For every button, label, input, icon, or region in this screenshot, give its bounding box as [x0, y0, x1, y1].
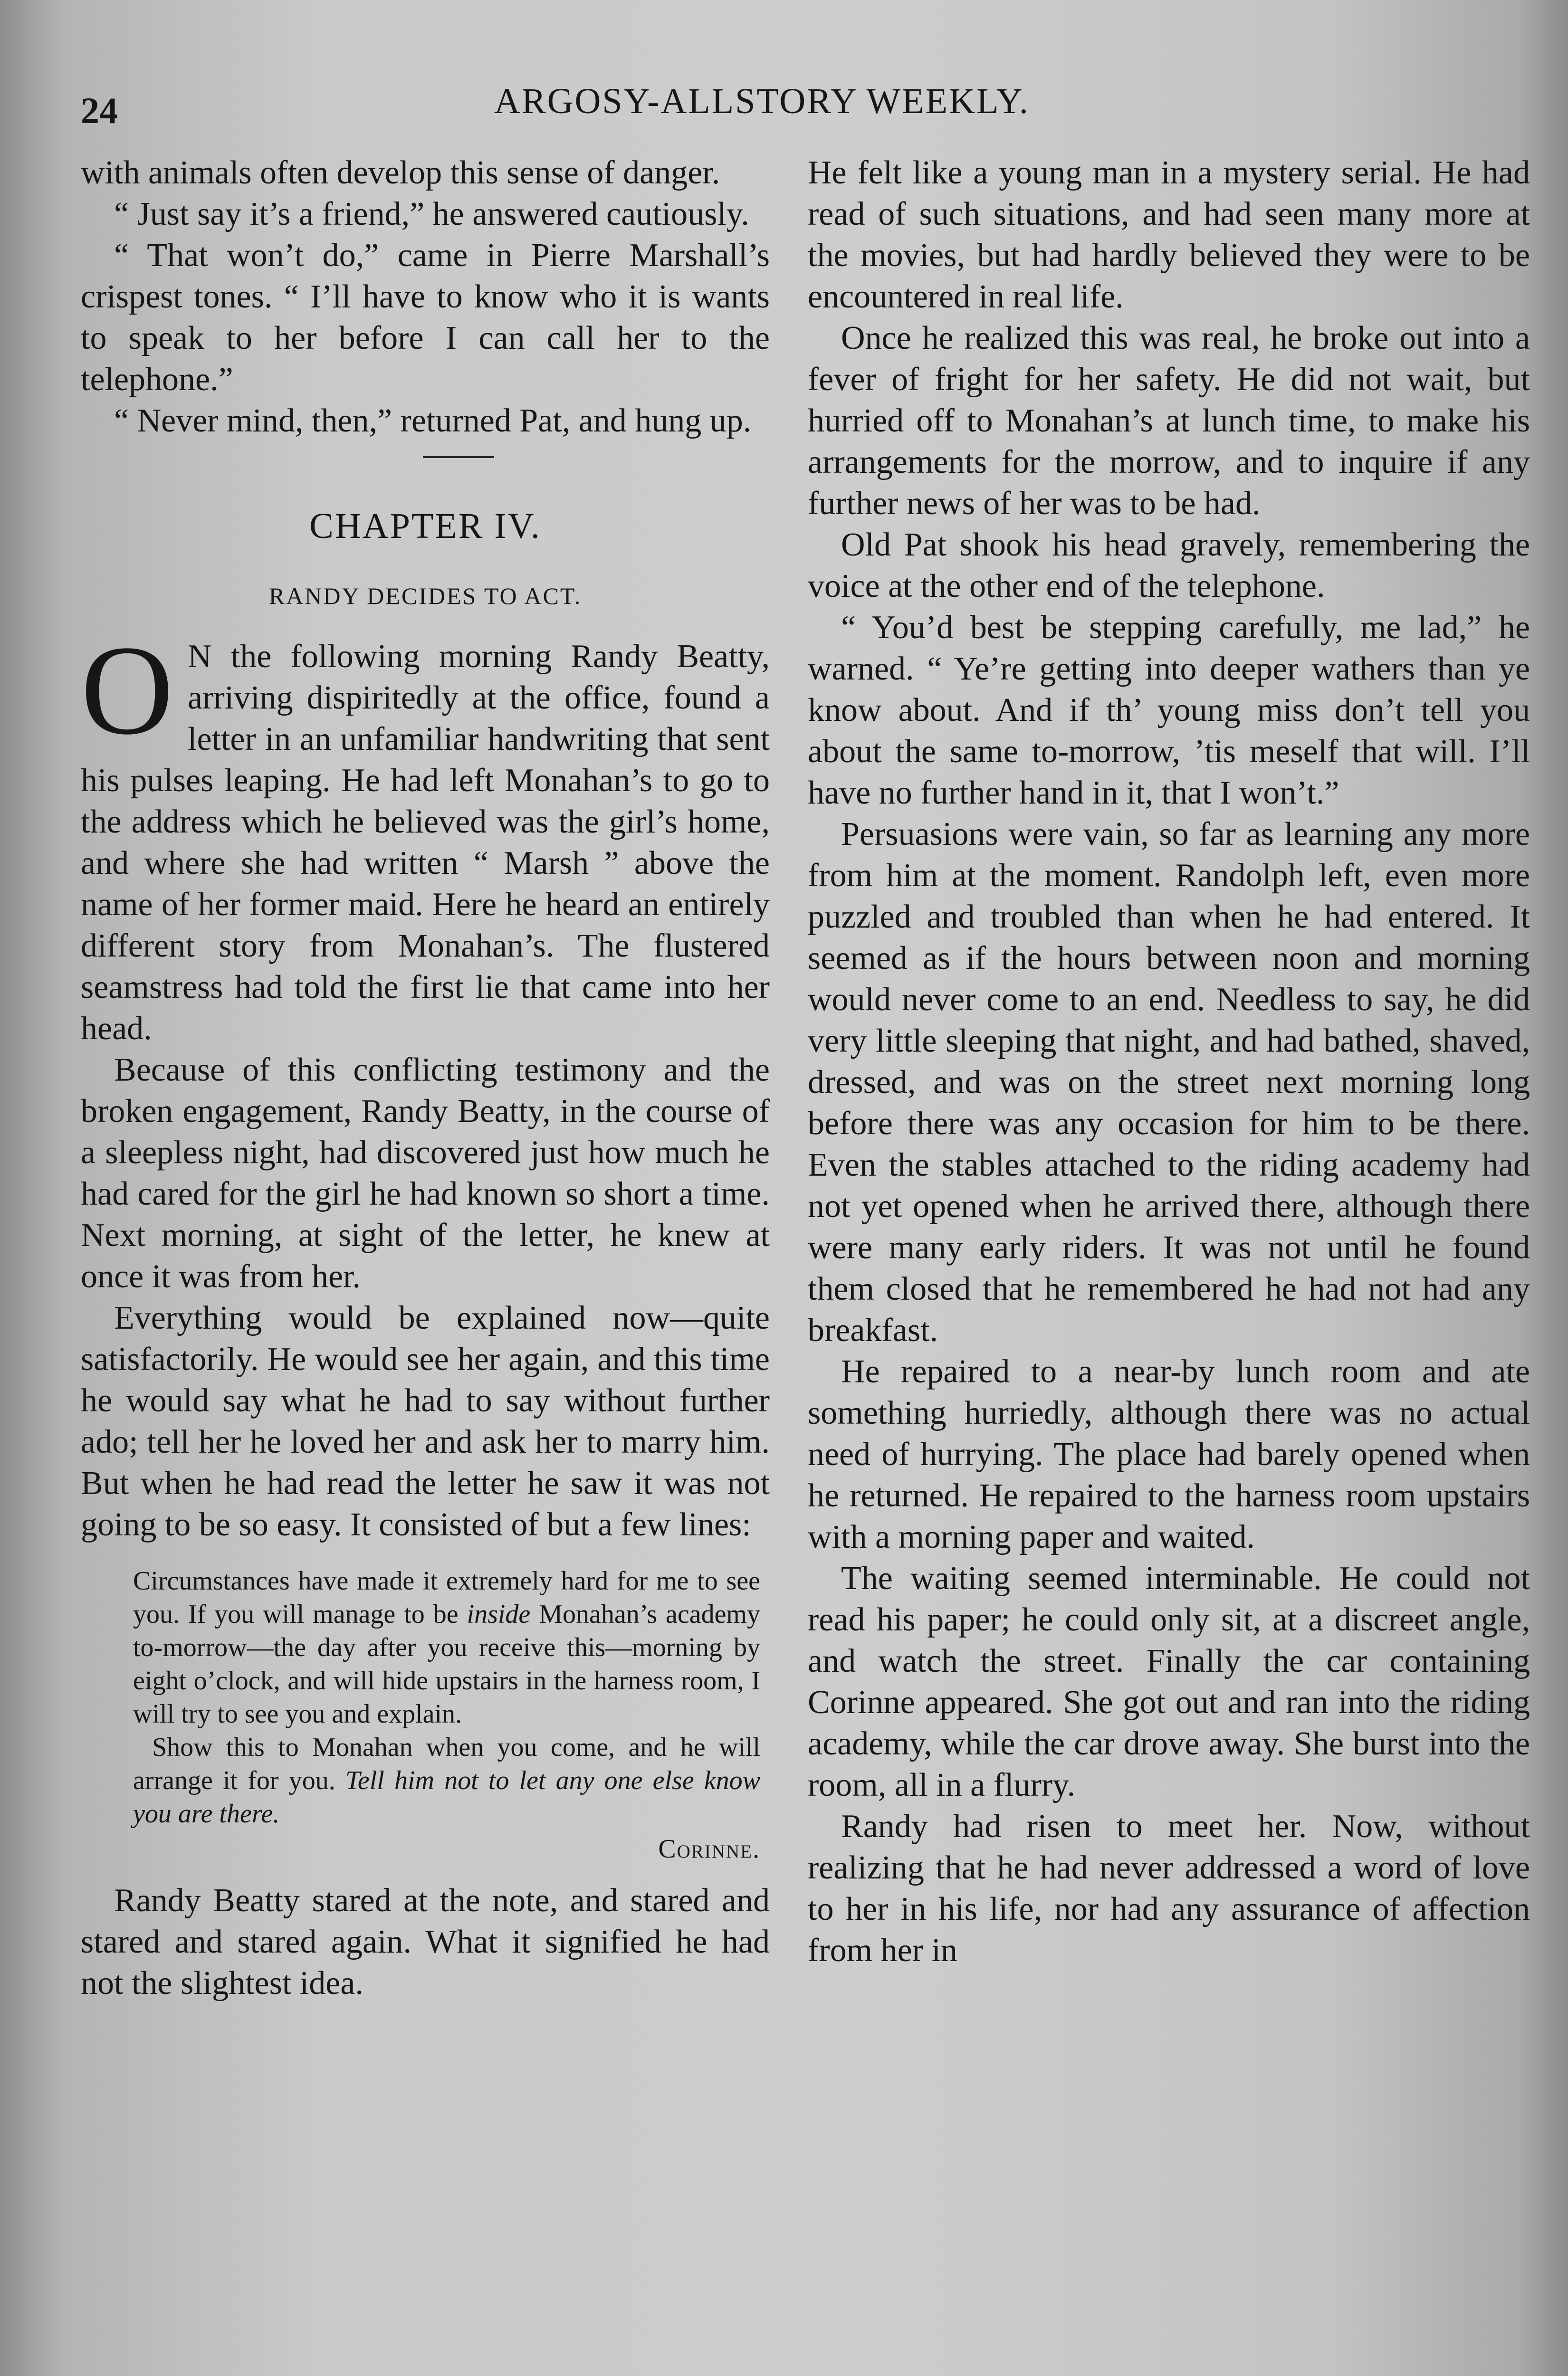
paragraph: Old Pat shook his head gravely, remembering the voice at the other end of the telephone. [808, 527, 1530, 604]
drop-cap: O [81, 619, 173, 761]
page-header [81, 81, 1511, 133]
paragraph: “ Never mind, then,” returned Pat, and hung up. [114, 402, 752, 439]
paragraph-text: N the following morning Randy Beatty, arriving dispiritedly at the office, found a letter in an unfamiliar handwriting that sent his pulses leaping. He had left Monahan’s to go to the address which he believed was the girl’s home, and where she had written “ Marsh ” above the name of her former maid. Here he heard an entirely different story from Monahan’s. The flustered seamstress had told the first lie that came into her head. [81, 638, 770, 1047]
paragraph: “ You’d best be stepping carefully, me lad,” he warned. “ Ye’re getting into deeper wathers than ye know about. And if th’ young miss don’t tell you about the same to-morrow, ’tis meself that will. I’ll have no further hand in it, that I won’t.” [808, 609, 1530, 811]
paragraph: “ Just say it’s a friend,” he answered cautiously. [114, 196, 749, 232]
letter-text: Monahan’s academy to-morrow—the day after you receive this—morning by eight o’clock, and will hide upstairs in the harness room, I will try to see you and explain. [133, 1600, 760, 1729]
letter-paragraph [133, 1731, 760, 1830]
chapter-subtitle: RANDY DECIDES TO ACT. [268, 583, 582, 609]
quoted-letter [133, 1564, 760, 1866]
paragraph: Persuasions were vain, so far as learning any more from him at the moment. Randolph left, even more puzzled and troubled than when he had entered. It seemed as if the hours between noon and morning would never come to an end. Needless to say, he did very little sleeping that night, and had bathed, shaved, dressed, and was on the street next morning long before there was any occasion for him to be there. Even the stables attached to the riding academy had not yet opened when he arrived there, although there were many early riders. It was not until he found them closed that he remembered he had not had any breakfast. [808, 816, 1530, 1349]
paragraph: He felt like a young man in a mystery serial. He had read of such situations, and had seen many more at the movies, but had hardly believed they were to be encountered in real life. [808, 154, 1530, 315]
paragraph: He repaired to a near-by lunch room and ate something hurriedly, although there was no actual need of hurrying. The place had barely opened when he returned. He repaired to the harness room upstairs with a morning paper and waited. [808, 1353, 1530, 1555]
letter-signature: Corinne. [658, 1834, 760, 1864]
letter-emphasis: inside [467, 1600, 531, 1629]
chapter-opening-paragraph [81, 619, 770, 1049]
paragraph: Randy Beatty stared at the note, and stared and stared and stared again. What it signified he had not the slightest idea. [81, 1882, 770, 2002]
letter-text: Show this to Monahan when you come, and he will arrange it for you. [133, 1733, 760, 1795]
section-divider [423, 456, 494, 458]
paragraph: Randy had risen to meet her. Now, without realizing that he had never addressed a word of love to her in his life, nor had any assurance of affection from her in [808, 1808, 1530, 1969]
paragraph: with animals often develop this sense of danger. [81, 154, 720, 191]
running-head: ARGOSY-ALLSTORY WEEKLY. [494, 81, 1030, 121]
paragraph: Once he realized this was real, he broke out into a fever of fright for her safety. He did not wait, but hurried off to Monahan’s at lunch time, to make his arrangements for the morrow, and to inquire if any further news of her was to be had. [808, 320, 1530, 522]
page-number: 24 [81, 90, 118, 131]
chapter-title: CHAPTER IV. [309, 506, 541, 546]
paragraph: Because of this conflicting testimony and the broken engagement, Randy Beatty, in the course of a sleepless night, had discovered just how much he had cared for the girl he had known so short a time. Next morning, at sight of the letter, he knew at once it was from her. [81, 1052, 770, 1295]
letter-emphasis: Tell him not to let any one else know you are there. [133, 1766, 761, 1829]
left-column [81, 152, 770, 2004]
paragraph: Everything would be explained now—quite satisfactorily. He would see her again, and this time he would say what he had to say without further ado; tell her he loved her and ask her to marry him. But when he had read the letter he saw it was not going to be so easy. It consisted of but a few lines: [81, 1300, 770, 1543]
letter-text: Circumstances have made it extremely hard for me to see you. If you will manage to be [133, 1566, 760, 1629]
paragraph: The waiting seemed interminable. He could not read his paper; he could only sit, at a discreet angle, and watch the street. Finally the car containing Corinne appeared. She got out and ran into the riding academy, while the car drove away. She burst into the room, all in a flurry. [808, 1560, 1530, 1803]
right-column [808, 152, 1530, 1971]
paragraph: “ That won’t do,” came in Pierre Marshall’s crispest tones. “ I’ll have to know who it is wants to speak to her before I can call her to the telephone.” [81, 237, 770, 398]
letter-paragraph [133, 1564, 760, 1731]
